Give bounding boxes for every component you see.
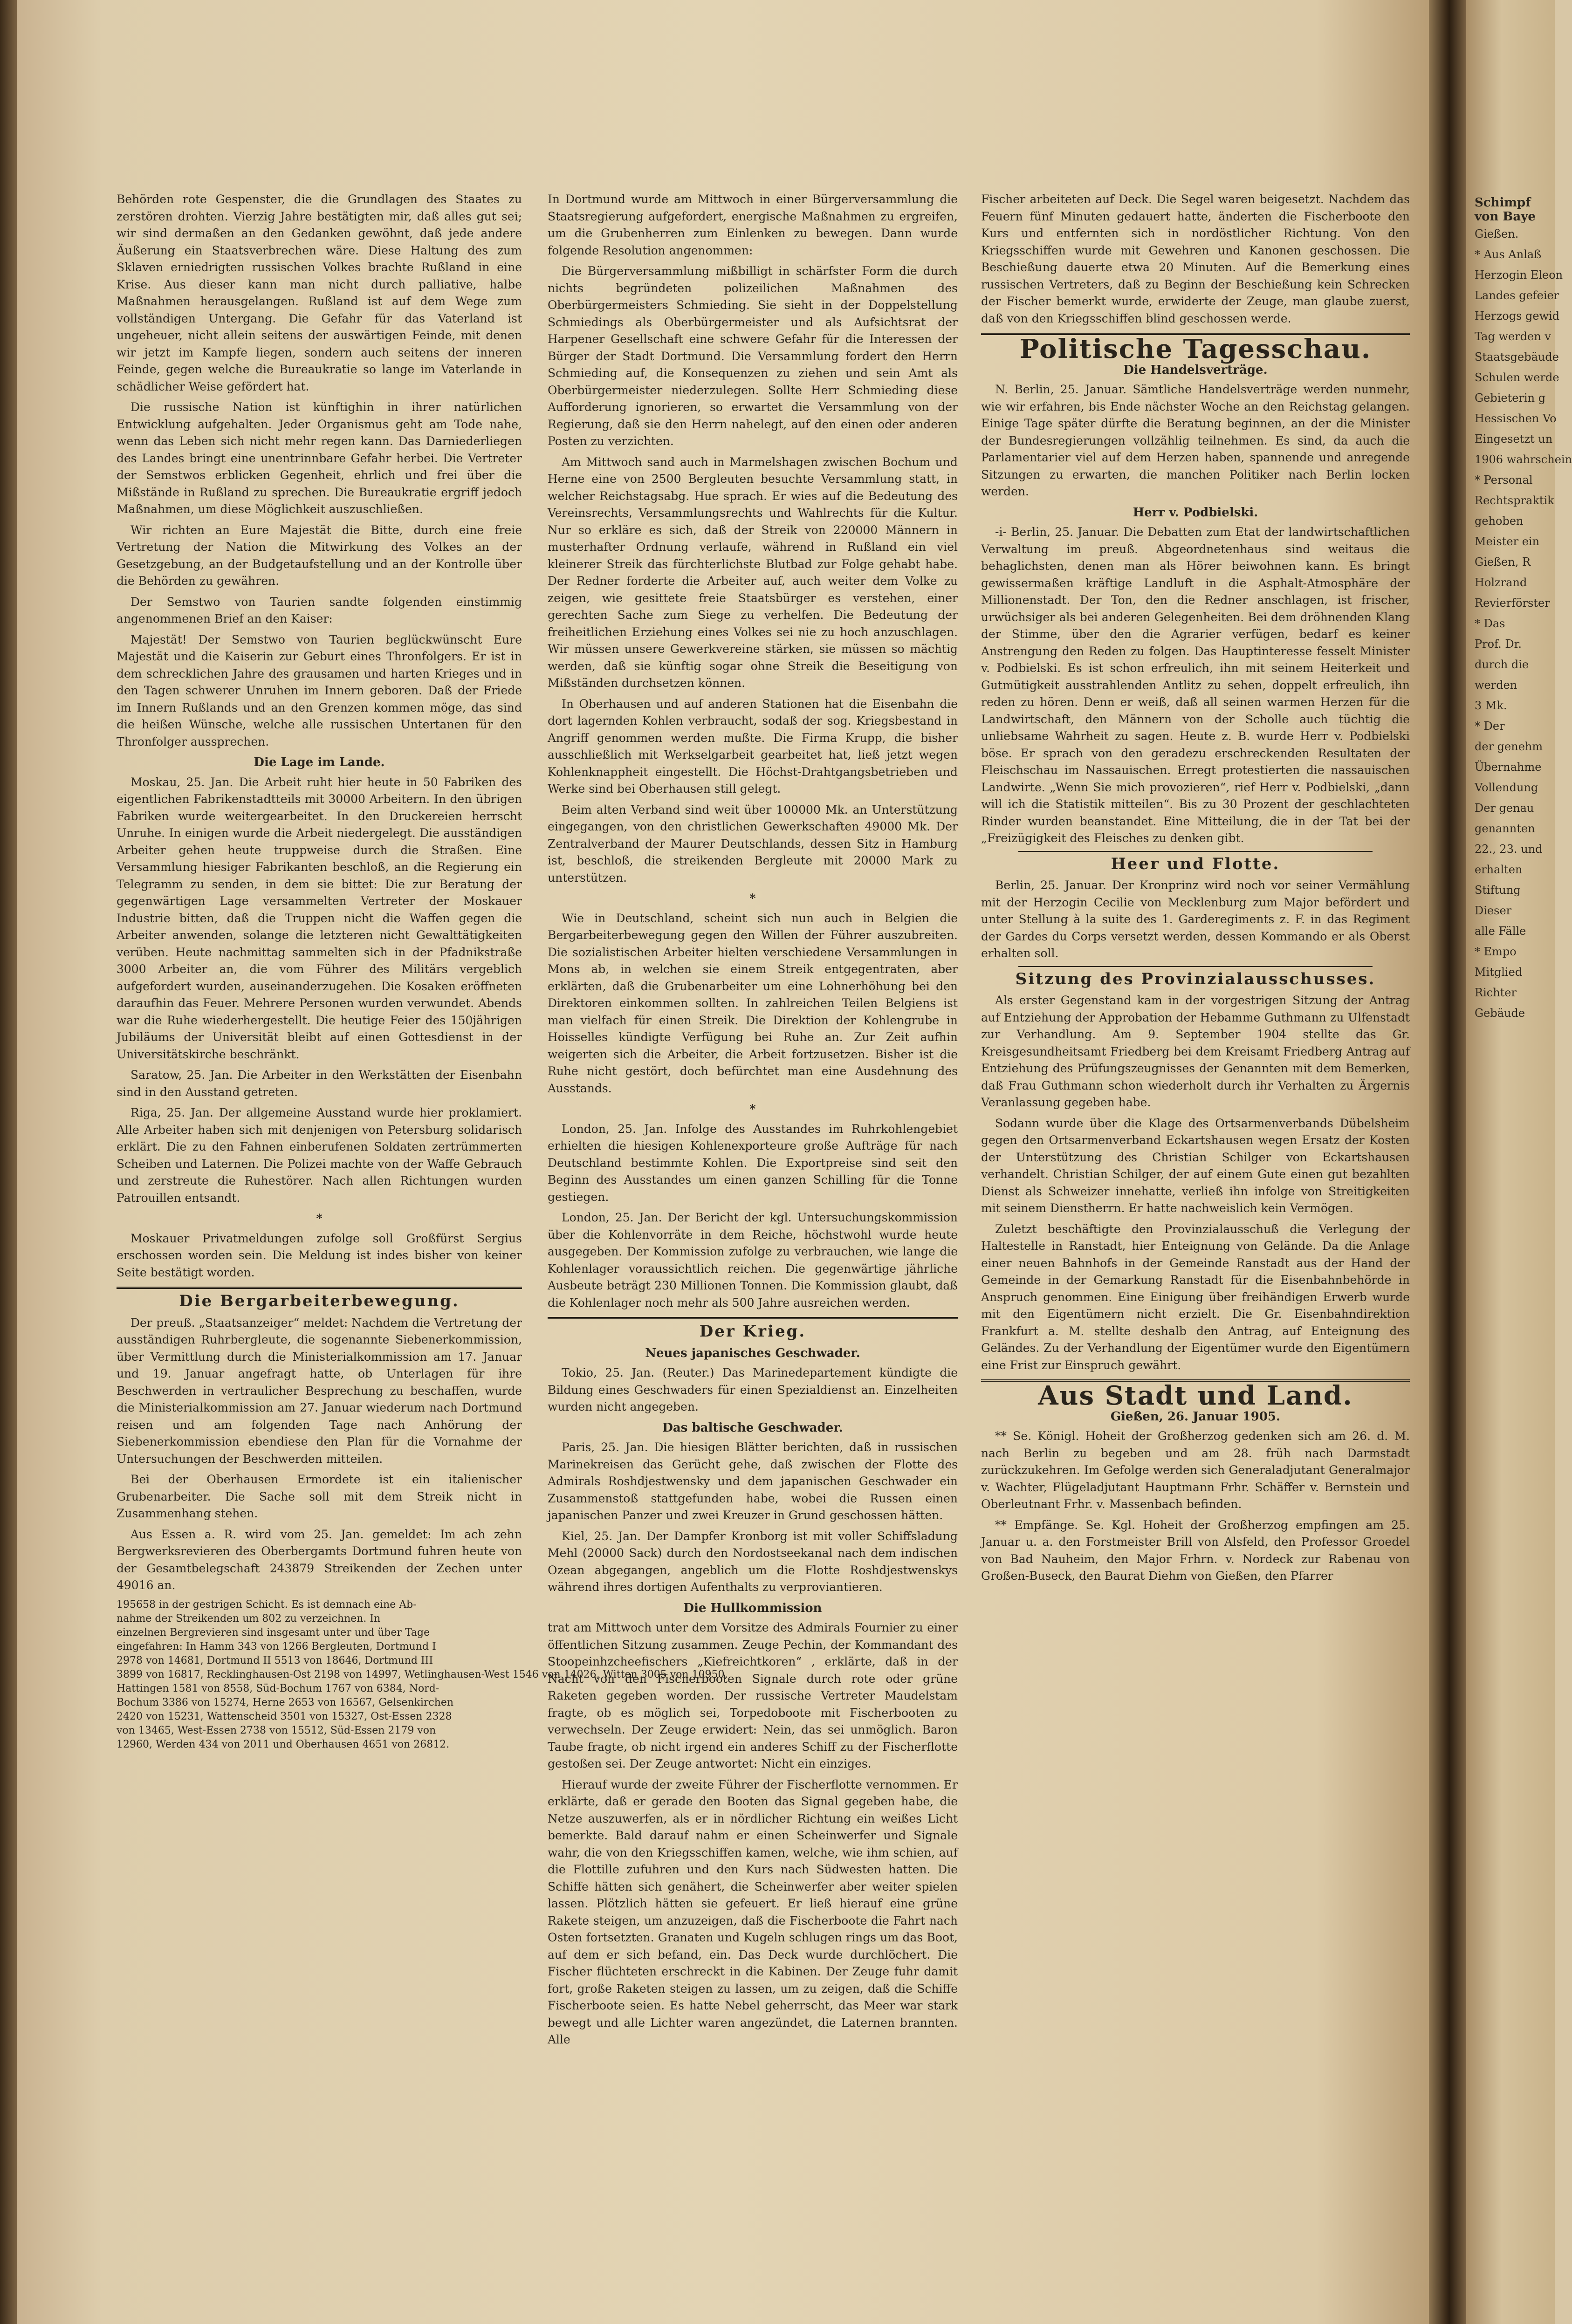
article-paragraph: Als erster Gegenstand kam in der vorgestrigen Sitzung der Antrag auf Entziehung der Approbation der Hebamme Guthmann zu Ulfenstadt zur Verhandlung. Am 9. September 1904 stellte das Gr. Kreisgesundheitsamt Friedberg bei dem Kreisamt Friedberg Antrag auf Entziehung des Prüfungszeugnisses der Genannten mit dem Bemerken, daß Frau Guthmann schon wiederholt durch ihr Verhalten zu Ärgernis Veranlassung gegeben habe. xyxy=(981,994,1410,1109)
next-page-line: durch die xyxy=(1475,658,1529,671)
next-page-line: * Personal xyxy=(1475,473,1533,487)
section-heading: Die Bergarbeiterbewegung. xyxy=(179,1292,460,1310)
next-page-line: Gebäude xyxy=(1475,1007,1525,1020)
next-page-line: Mitglied xyxy=(1475,966,1523,979)
article-paragraph: Am Mittwoch sand auch in Marmelshagen zwischen Bochum und Herne eine von 2500 Bergleuten besuchte Versammlung statt, in welcher Reichstagsabg. Hue sprach. Er wies auf die Bedeutung des Vereinsrechts, Versammlungsrechts und Wahlrechts für die Kultur. Nur so erkläre es sich, daß der Streik von 220000 Männern in musterhafter Ordnung verlaufe, während in Rußland ein viel kleinerer Streik das fürchterlichste Blutbad zur Folge gehabt habe. Der Redner forderte die Arbeiter auf, auch weiter dem Volke zu zeigen, wie gesittete freie Staatsbürger es verstehen, einer gerechten Sache zum Siege zu verhelfen. Die Bedeutung der freiheitlichen Erziehung eines Volkes sei nie zu hoch anzuschlagen. Wir müssen unsere Gewerkvereine stärken, sie müssen so mächtig werden, daß sie künftig sogar ohne Streik die Beseitigung von Mißständen durchsetzen können. xyxy=(548,455,958,690)
article-paragraph: Moskau, 25. Jan. Die Arbeit ruht hier heute in 50 Fabriken des eigentlichen Fabrikenstadtteils mit 30000 Arbeitern. In den übrigen Fabriken wurde weitergearbeitet. In den Druckereien herrscht Unruhe. In einigen wurde die Arbeit niedergelegt. Die ausständigen Arbeiter gehen heute truppweise durch die Straßen. Eine Versammlung hiesiger Fabrikanten beschloß, an die Regierung ein Telegramm zu senden, in dem sie bittet: Die zur Beratung der gegenwärtigen Lage versammelten Vertreter der Moskauer Industrie bitten, daß die Truppen nicht die Waffen gegen die Arbeiter anwenden, solange die letzteren nicht Gewalttätigkeiten verüben. Heute nachmittag sammelten sich in der Pfadnikstraße 3000 Arbeiter an, die vom Führer des Militärs vergeblich aufgefordert wurden, auseinanderzugehen. Die Kosaken eröffneten daraufhin das Feuer. Mehrere Personen wurden verwundet. Abends war die Ruhe wiederhergestellt. Die heutige Feier des 150jährigen Jubiläums der Universität bleibt auf einen Gottesdienst in der Universitätskirche beschränkt. xyxy=(117,775,522,1061)
next-page-line: genannten xyxy=(1475,822,1535,835)
article-paragraph: Moskauer Privatmeldungen zufolge soll Großfürst Sergius erschossen worden sein. Die Meldung ist indes bisher von keiner Seite bestätigt worden. xyxy=(117,1231,522,1279)
article-paragraph: Bei der Oberhausen Ermordete ist ein italienischer Grubenarbeiter. Die Sache soll mit dem Streik nicht in Zusammenhang stehen. xyxy=(117,1473,522,1520)
section-heading: Sitzung des Provinzialausschusses. xyxy=(1015,969,1376,988)
section-subheading: Herr v. Podbielski. xyxy=(1133,505,1258,520)
article-paragraph: Beim alten Verband sind weit über 100000 Mk. an Unterstützung eingegangen, von den christlichen Gewerkschaften 49000 Mk. Der Zentralverband der Maurer Deutschlands, dessen Sitz in Hamburg ist, beschloß, die streikenden Bergleute mit 20000 Mark zu unterstützen. xyxy=(548,802,958,884)
section-heading: Politische Tagesschau. xyxy=(1019,334,1372,364)
section-heading: Der Krieg. xyxy=(699,1322,806,1341)
next-page-line: Gießen, R xyxy=(1475,555,1531,569)
next-page-line: Hessischen Vo xyxy=(1475,412,1557,425)
article-paragraph: Fischer arbeiteten auf Deck. Die Segel waren beigesetzt. Nachdem das Feuern fünf Minuten gedauert hatte, änderten die Fischerboote den Kurs und entfernten sich in nordöstlicher Richtung. Von den Kriegsschiffen wurde mit Gewehren und Kanonen geschossen. Die Beschießung dauerte etwa 20 Minuten. Auf die Bemerkung eines russischen Vertreters, daß zu Beginn der Beschießung kein Schrecken der Fischer bemerkt wurde, erwiderte der Zeuge, man glaube zuerst, daß von den Kriegsschiffen blind geschossen werde. xyxy=(981,192,1410,325)
article-paragraph: Der preuß. „Staatsanzeiger“ meldet: Nachdem die Vertretung der ausständigen Ruhrbergleute, die sogenannte Siebenerkommission, über Vermittlung durch die Ministerialkommission am 17. Januar und 19. Januar angefragt hatte, ob Unterlagen für ihre Beschwerden in vertraulicher Besprechung zu beschaffen, wurde die Ministerialkommission am 27. Januar wiederum nach Dortmund reisen und am folgenden Tage nach Anhörung der Siebenerkommission ebendiese den Plan für die Vornahme der Untersuchungen der Beschwerden mitteilen. xyxy=(117,1316,522,1466)
section-subheading: Das baltische Geschwader. xyxy=(662,1420,843,1435)
next-page-line: alle Fälle xyxy=(1475,925,1526,938)
next-page-line: Landes gefeier xyxy=(1475,289,1559,302)
next-page-text xyxy=(1466,224,1572,1023)
next-page-line: * Der xyxy=(1475,720,1505,733)
article-paragraph: trat am Mittwoch unter dem Vorsitze des Admirals Fournier zu einer öffentlichen Sitzung zusammen. Zeuge Pechin, der Kommandant des Stoopeinhzcheefischers „Kiefreichtkoren“ , erklärte, daß in der Nacht von den Fischerbooten Signale durch rote oder grüne Raketen gegeben worden. Der russische Vertreter Maudelstam fragte, ob es möglich sei, Torpedoboote mit Fischerbooten zu verwechseln. Der Zeuge erwidert: Nein, das sei unmöglich. Baron Taube fragte, ob nicht irgend ein anderes Schiff zu der Fischerflotte gestoßen sei. Der Zeuge antwortet: Nicht ein einziges. xyxy=(548,1621,958,1770)
article-paragraph: Behörden rote Gespenster, die die Grundlagen des Staates zu zerstören drohten. Vierzig Jahre bestätigten mir, daß alles gut sei; wir sind dermaßen an den Gedanken gewöhnt, daß jede andere Äußerung ein Staatsverbrechen wäre. Diese Haltung des zum Sklaven erniedrigten russischen Volkes brachte Rußland in eine Krise. Aus dieser kann man nicht durch palliative, halbe Maßnahmen herausgelangen. Rußland ist auf dem Wege zum vollständigen Untergang. Die Gefahr für das Vaterland ist ungeheuer, nicht allein seitens der auswärtigen Feinde, mit denen wir jetzt im Kampfe liegen, sondern auch seitens der inneren Feinde, gegen welche die Bureaukratie so lange im Vaterlande in schädlicher Weise gefördert hat. xyxy=(117,192,522,393)
next-page-line: Übernahme xyxy=(1475,761,1542,774)
article-paragraph: Sodann wurde über die Klage des Ortsarmenverbands Dübelsheim gegen den Ortsarmenverband Eckartshausen wegen Ersatz der Kosten der Unterstützung des Christian Schilger von Eckartshausen verhandelt. Christian Schilger, der auf einem Gute einen gut bezahlten Dienst als Schweizer innehatte, verließ ihn infolge von Streitigkeiten mit seinem Dienstherrn. Er hatte nachweislich kein Vermögen. xyxy=(981,1116,1410,1215)
statistics-line: einzelnen Bergrevieren sind insgesamt unter und über Tage xyxy=(117,1626,430,1638)
next-page-line: * Empo xyxy=(1475,945,1517,958)
article-paragraph: Riga, 25. Jan. Der allgemeine Ausstand wurde hier proklamiert. Alle Arbeiter haben sich mit denjenigen von Petersburg solidarisch erklärt. Die zu den Fahnen einberufenen Soldaten zertrümmerten Scheiben und Laternen. Die Polizei machte von der Waffe Gebrauch und zerstreute die Ruhestörer. Nach allen Richtungen wurden Patrouillen entsandt. xyxy=(117,1106,522,1205)
next-page-line: Dieser xyxy=(1475,904,1512,917)
separator-star: * xyxy=(749,891,756,905)
statistics-line: eingefahren: In Hamm 343 von 1266 Bergleuten, Dortmund I xyxy=(117,1640,436,1652)
divider xyxy=(1018,966,1373,967)
next-page-line: werden xyxy=(1475,679,1517,692)
article-paragraph: Die russische Nation ist künftighin in ihrer natürlichen Entwicklung aufgehalten. Jeder Organismus geht am Tode nahe, wenn das Leben sich nicht mehr regen kann. Das Darniederliegen des Landes bringt eine unentrinnbare Gefahr herbei. Die Vertreter der Semstwos erblicken Gegenheit, ehrlich und frei über die Mißstände in Rußland zu sprechen. Die Bureaukratie ergriff jedoch Maßnahmen, um diese Möglichkeit auszuschließen. xyxy=(117,400,522,516)
article-paragraph: Kiel, 25. Jan. Der Dampfer Kronborg ist mit voller Schiffsladung Mehl (20000 Sack) durch den Nordostseekanal nach dem indischen Ozean abgegangen, angeblich um die Flotte Roshdjestwenskys während ihres dortigen Aufenthalts zu verproviantieren. xyxy=(548,1529,958,1594)
article-paragraph: -i- Berlin, 25. Januar. Die Debatten zum Etat der landwirtschaftlichen Verwaltung im preuß. Abgeordnetenhaus sind weitaus die behaglichsten, denen man als Hörer beiwohnen kann. Es bringt gewissermaßen kräftige Landluft in die Asphalt-Atmosphäre der Millionenstadt. Der Ton, den die Redner anschlagen, ist frischer, urwüchsiger als bei anderen Gelegenheiten. Bei dem dröhnenden Klang der Stimme, über den die Agrarier verfügen, bedarf es keiner Anstrengung den Reden zu folgen. Das Hauptinteresse fesselt Minister v. Podbielski. Es ist schon erfreulich, ihn mit seinem Heiterkeit und Gutmütigkeit ausstrahlenden Antlitz zu sehen, doppelt erfreulich, ihn reden zu hören. Denn er weiß, daß all seinen warmen Herzen für die Landwirtschaft, den Männern von der Scholle auch tüchtig die unliebsame Wahrheit zu sagen. Heute z. B. wurde Herr v. Podbielski böse. Er sprach von den geradezu erschreckenden Resultaten der Fleischschau im Nassauischen. Erregt protestierten die nassauischen Landwirte. „Wenn Sie mich provozieren“, rief Herr v. Podbielski, „dann will ich die Statistik mitteilen“. Bis zu 30 Prozent der geschlachteten Rinder wurden beanstandet. Eine Mitteilung, die in der Tat bei der „Freizügigkeit des Fleisches zu denken gibt. xyxy=(981,525,1410,845)
next-page-line: Staatsgebäude xyxy=(1475,350,1559,363)
statistics-line: Hattingen 1581 von 8558, Süd-Bochum 1767 von 6384, Nord- xyxy=(117,1682,439,1694)
statistics-line: 12960, Werden 434 von 2011 und Oberhausen 4651 von 26812. xyxy=(117,1738,450,1750)
next-page-line: Stiftung xyxy=(1475,884,1521,897)
article-paragraph: In Dortmund wurde am Mittwoch in einer Bürgerversammlung die Staatsregierung aufgefordert, energische Maßnahmen zu ergreifen, um die Grubenherren zum Einlenken zu bewegen. Dann wurde folgende Resolution angenommen: xyxy=(548,192,958,257)
divider xyxy=(1018,851,1373,852)
section-rule xyxy=(117,1287,522,1289)
next-page-line: erhalten xyxy=(1475,863,1523,876)
column-2 xyxy=(548,191,958,2279)
article-paragraph: Hierauf wurde der zweite Führer der Fischerflotte vernommen. Er erklärte, daß er gerade den Booten das Signal gegeben habe, die Netze auszuwerfen, als er in nördlicher Richtung ein weißes Licht bemerkte. Bald darauf nahm er einen Scheinwerfer und Signale wahr, die von den Kriegsschiffen kamen, welche, wie ihm schien, auf die Flottille zufuhren und den Kurs nach Südwesten hatten. Die Schiffe hätten sich genähert, die Scheinwerfer aber weiter spielen lassen. Plötzlich hätten sie gefeuert. Er ließ hierauf eine grüne Rakete steigen, um anzuzeigen, daß die Fischerboote die Fahrt nach Osten fortsetzten. Granaten und Kugeln schlugen rings um das Boot, auf dem er sich befand, ein. Das Deck wurde durchlöchert. Die Fischer flüchteten erschreckt in die Kabinen. Der Zeuge fuhr damit fort, große Raketen steigen zu lassen, um zu zeigen, daß die Schiffe Fischerboote seien. Es hatte Nebel geherrscht, das Meer war stark bewegt und alle Lichter waren angezündet, die Laternen brannten. Alle xyxy=(548,1777,958,2046)
next-page-line: 1906 wahrschein xyxy=(1475,453,1572,466)
next-page-header: Schimpf von Baye xyxy=(1475,196,1536,224)
article-paragraph: Die Bürgerversammlung mißbilligt in schärfster Form die durch nichts begründeten polizeilichen Maßnahmen des Oberbürgermeisters Schmieding. Sie sieht in der Doppelstellung Schmiedings als Oberbürgermeister und als Aufsichtsrat der Harpener Gesellschaft eine schwere Gefahr für die Interessen der Bürger der Stadt Dortmund. Die Versammlung fordert den Herrn Schmieding auf, die Konsequenzen zu ziehen und sein Amt als Oberbürgermeister niederzulegen. Sollte Herr Schmieding diese Aufforderung ignorieren, so erwartet die Versammlung von der Regierung, daß sie den Herrn nahelegt, auf den einen oder anderen Posten zu verzichten. xyxy=(548,264,958,448)
next-page-line: Rechtspraktik xyxy=(1475,494,1554,507)
next-page-line: Holzrand xyxy=(1475,576,1527,589)
next-page-line: * Aus Anlaß xyxy=(1475,248,1542,261)
next-page-line: Eingesetzt un xyxy=(1475,432,1553,446)
next-page-line: Tag werden v xyxy=(1475,330,1551,343)
next-page-line: Prof. Dr. xyxy=(1475,638,1522,651)
article-paragraph: Wie in Deutschland, scheint sich nun auch in Belgien die Bergarbeiterbewegung gegen den Willen der Führer auszubreiten. Die sozialistischen Arbeiter hielten verschiedene Versammlungen in Mons ab, in welchen sie einem Streik entgegentraten, aber erklärten, daß die Grubenarbeiter um eine Lohnerhöhung bei den Direktoren einkommen sollten. In zahlreichen Teilen Belgiens ist man vielfach für einen Streik. Die Direktion der Kohlengrube in Hoisselles kündigte Verfügung bei Ruhe an. Zur Zeit aufhin weigerten sich die Arbeiter, die Arbeit fortzusetzen. Bisher ist die Ruhe nicht gestört, doch befürchtet man eine Ausdehnung des Ausstands. xyxy=(548,911,958,1095)
article-paragraph: Aus Essen a. R. wird vom 25. Jan. gemeldet: Im ach zehn Bergwerksrevieren des Oberbergamts Dortmund fuhren heute von der Gesamtbelegschaft 243879 Streikenden der Zechen unter 49016 an. xyxy=(117,1527,522,1592)
article-paragraph: ** Empfänge. Se. Kgl. Hoheit der Großherzog empfingen am 25. Januar u. a. den Forstmeister Brill von Alsfeld, den Professor Groedel von Bad Nauheim, den Major Frhrn. v. Nordeck zur Rabenau von Großen-Buseck, den Baurat Diehm von Gießen, den Pfarrer xyxy=(981,1518,1410,1583)
column-3 xyxy=(981,191,1410,2265)
next-page-edge xyxy=(1466,0,1572,2324)
column-1 xyxy=(117,191,728,2279)
article-paragraph: Saratow, 25. Jan. Die Arbeiter in den Werkstätten der Eisenbahn sind in den Ausstand getreten. xyxy=(117,1068,522,1099)
statistics-line: von 13465, West-Essen 2738 von 15512, Süd-Essen 2179 von xyxy=(117,1724,436,1736)
next-page-line: Herzogin Eleon xyxy=(1475,268,1563,281)
section-subheading: Die Lage im Lande. xyxy=(254,755,385,769)
article-paragraph: Paris, 25. Jan. Die hiesigen Blätter berichten, daß in russischen Marinekreisen das Gerücht gehe, daß zwischen der Flotte des Admirals Roshdjestwensky und dem japanischen Geschwader ein Zusammenstoß stattgefunden habe, wobei die Russen einen japanischen Panzer und zwei Kreuzer in Grund geschossen hätten. xyxy=(548,1440,958,1522)
separator-star: * xyxy=(316,1212,323,1225)
article-paragraph: Der Semstwo von Taurien sandte folgenden einstimmig angenommenen Brief an den Kaiser: xyxy=(117,595,522,625)
next-page-line: Richter xyxy=(1475,986,1517,999)
statistics-line: nahme der Streikenden um 802 zu verzeichnen. In xyxy=(117,1612,381,1625)
next-page-line: Gießen. xyxy=(1475,227,1519,240)
next-page-line: gehoben xyxy=(1475,514,1524,528)
article-paragraph: Wir richten an Eure Majestät die Bitte, durch eine freie Vertretung der Nation die Mitwirkung des Volkes an der Gesetzgebung, an der Budgetaufstellung und an der Kontrolle über die Behörden zu gewähren. xyxy=(117,523,522,588)
article-paragraph: London, 25. Jan. Infolge des Ausstandes im Ruhrkohlengebiet erhielten die hiesigen Kohlenexporteure große Aufträge für nach Deutschland bestimmte Kohlen. Die Exportpreise sind seit den Beginn des Ausstandes um einen ganzen Schilling für die Tonne gestiegen. xyxy=(548,1122,958,1204)
statistics-line: 195658 in der gestrigen Schicht. Es ist demnach eine Ab- xyxy=(117,1598,417,1611)
statistics-block xyxy=(117,1598,728,1752)
section-subheading: Neues japanisches Geschwader. xyxy=(645,1346,860,1360)
next-page-line: Revierförster xyxy=(1475,596,1550,610)
next-page-line: Meister ein xyxy=(1475,535,1540,548)
article-paragraph: Zuletzt beschäftigte den Provinzialausschuß die Verlegung der Haltestelle in Ranstadt, hier Enteignung von Gelände. Da die Anlage einer neuen Bahnhofs in der Gemeinde Ranstadt aus der Hand der Gemeinde in der Gemarkung Ranstadt für die Eisenbahnbehörde in Anspruch genommen. Eine Einigung über freihändigen Erwerb wurde mit den Eigentümern nicht erzielt. Die Gr. Eisenbahndirektion Frankfurt a. M. stellte deshalb den Antrag, auf Enteignung des Geländes. Zu der Verhandlung der Eigentümer wurde den Eigentümern eine Frist zur Einspruch gewährt. xyxy=(981,1222,1410,1372)
section-rule xyxy=(548,1317,958,1319)
next-page-line: Gebieterin g xyxy=(1475,391,1546,404)
statistics-line: 2978 von 14681, Dortmund II 5513 von 18646, Dortmund III xyxy=(117,1654,433,1666)
next-page-line: Schulen werde xyxy=(1475,371,1559,384)
scan-edge xyxy=(0,0,17,2324)
next-page-line: Herzogs gewid xyxy=(1475,309,1560,322)
statistics-line: 3899 von 16817, Recklinghausen-Ost 2198 von 14997, Wetlinghausen-West 1546 von 14026, Witten 3005 von 10950, xyxy=(117,1668,728,1680)
next-page-line: der genehm xyxy=(1475,740,1543,753)
article-paragraph: Tokio, 25. Jan. (Reuter.) Das Marinedepartement kündigte die Bildung eines Geschwaders für einen Spezialdienst an. Einzelheiten wurden nicht angegeben. xyxy=(548,1366,958,1413)
next-page-line: * Das xyxy=(1475,617,1505,630)
article-paragraph: Berlin, 25. Januar. Der Kronprinz wird noch vor seiner Vermählung mit der Herzogin Cecilie von Mecklenburg zum Major befördert und unter Stellung à la suite des 1. Garderegiments z. F. in das Regiment der Gardes du Corps versetzt werden, dessen Kommando er als Oberst erhalten soll. xyxy=(981,878,1410,960)
next-page-line: Der genau xyxy=(1475,802,1534,815)
section-heading: Aus Stadt und Land. xyxy=(1038,1380,1353,1411)
book-gutter xyxy=(1429,0,1466,2324)
article-paragraph: London, 25. Jan. Der Bericht der kgl. Untersuchungskommission über die Kohlenvorräte in dem Reiche, höchstwohl wurde heute ausgegeben. Der Kommission zufolge zu verbrauchen, wie lange die Kohlenlager voraussichtlich reichen. Die gegenwärtige jährliche Ausbeute beträgt 230 Millionen Tonnen. Die Kommission glaubt, daß die Kohlenlager noch mehr als 500 Jahre ausreichen werden. xyxy=(548,1211,958,1309)
article-paragraph: In Oberhausen und auf anderen Stationen hat die Eisenbahn die dort lagernden Kohlen verbraucht, sodaß der sog. Kriegsbestand in Angriff genommen werden mußte. Die Firma Krupp, die bisher ausschließlich mit Werkselgarbeit gearbeitet hat, ließ jetzt wegen Kohlenknappheit eingestellt. Die Höchst-Drahtgangsbetrieben und Werke sind bei Oberhausen still gelegt. xyxy=(548,697,958,795)
next-page-line: 22., 23. und xyxy=(1475,843,1543,856)
section-heading: Heer und Flotte. xyxy=(1111,854,1280,873)
dateline: Gießen, 26. Januar 1905. xyxy=(1110,1409,1281,1424)
next-page-line: 3 Mk. xyxy=(1475,699,1507,712)
statistics-line: 2420 von 15231, Wattenscheid 3501 von 15327, Ost-Essen 2328 xyxy=(117,1710,452,1722)
section-subheading: Die Hullkommission xyxy=(683,1601,822,1615)
article-paragraph: N. Berlin, 25. Januar. Sämtliche Handelsverträge werden nunmehr, wie wir erfahren, bis Ende nächster Woche an den Reichstag gelangen. Einige Tage später dürfte die Beratung beginnen, an der die Minister der Bundesregierungen vollzählig teilnehmen. Es sind, da auch die Parlamentarier viel auf dem Herzen haben, spannende und anregende Sitzungen zu erwarten, die manchen Politiker nach Berlin locken werden. xyxy=(981,383,1410,498)
statistics-line: Bochum 3386 von 15274, Herne 2653 von 16567, Gelsenkirchen xyxy=(117,1696,454,1708)
article-paragraph: ** Se. Königl. Hoheit der Großherzog gedenken sich am 26. d. M. nach Berlin zu begeben und am 28. früh nach Darmstadt zurückzukehren. Im Gefolge werden sich Generaladjutant Generalmajor v. Wachter, Flügeladjutant Hauptmann Frhr. Schäffer v. Bernstein und Oberleutnant Frhr. v. Massenbach befinden. xyxy=(981,1429,1410,1511)
separator-star: * xyxy=(749,1102,756,1116)
section-subheading: Die Handelsverträge. xyxy=(1123,363,1268,377)
article-paragraph: Majestät! Der Semstwo von Taurien beglückwünscht Eure Majestät und die Kaiserin zur Geburt eines Thronfolgers. Er ist in dem schrecklichen Jahre des grausamen und harten Krieges und in den Tagen schwerer Unruhen im Innern geboren. Daß der Friede im Innern Rußlands und an den Grenzen kommen möge, das sind die heißen Wünsche, welche alle russischen Untertanen für den Thronfolger aussprechen. xyxy=(117,632,522,748)
next-page-line: Vollendung xyxy=(1475,781,1538,794)
